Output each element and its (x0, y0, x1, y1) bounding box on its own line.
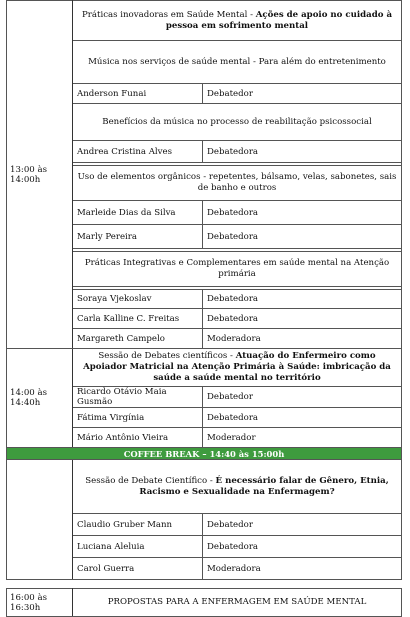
person-role: Debatedor (203, 514, 402, 536)
person-name: Marleide Dias da Silva (73, 201, 203, 225)
title-bold-text: É necessário falar de Gênero, Etnia, Racismo e Sexualidade na Enfermagem? (139, 475, 389, 497)
person-name: Margareth Campelo (73, 329, 203, 349)
time-slot-3 (7, 460, 73, 580)
person-name: Luciana Aleluia (73, 536, 203, 558)
person-role: Debatedora (203, 141, 402, 163)
section-title (73, 166, 402, 201)
person-role: Debatedora (203, 309, 402, 329)
time-slot-final: 16:00 às 16:30h (7, 589, 73, 617)
person-role: Debatedora (203, 290, 402, 309)
person-role: Debatedor (203, 387, 402, 408)
title-text: Benefícios da música no processo de reabilitação psicossocial (102, 116, 372, 127)
person-role: Debatedora (203, 201, 402, 225)
person-role: Moderador (203, 428, 402, 448)
time-slot-1: 13:00 às 14:00h (7, 1, 73, 349)
person-role: Debatedora (203, 536, 402, 558)
section-title (73, 1, 402, 41)
person-name: Claudio Gruber Mann (73, 514, 203, 536)
schedule-page (6, 0, 402, 613)
person-role: Debatedora (203, 408, 402, 428)
title-text: Uso de elementos orgânicos - repetentes, bálsamo, velas, sabonetes, sais de banho e outros (77, 172, 397, 193)
title-bold-text: Ações de apoio no cuidado à pessoa em sofrimento mental (165, 9, 393, 31)
person-role: Debatedor (203, 84, 402, 104)
title-text: Práticas Integrativas e Complementares em saúde mental na Atenção primária (84, 258, 390, 279)
person-name: Fátima Virgínia (73, 408, 203, 428)
time-slot-2: 14:00 às 14:40h (7, 349, 73, 448)
title-text: Sessão de Debate Científico - (85, 475, 216, 486)
section-title (73, 104, 402, 141)
person-role: Debatedora (203, 225, 402, 249)
person-name: Ricardo Otávio Maia Gusmão (73, 387, 203, 408)
person-name: Soraya Vjekoslav (73, 290, 203, 309)
coffee-break-banner: COFFEE BREAK – 14:40 às 15:00h (7, 448, 402, 460)
final-title: PROPOSTAS PARA A ENFERMAGEM EM SAÚDE MENTAL (73, 589, 402, 617)
person-name: Andrea Cristina Alves (73, 141, 203, 163)
person-name: Mário Antônio Vieira (73, 428, 203, 448)
person-role: Moderadora (203, 329, 402, 349)
person-name: Carla Kalline C. Freitas (73, 309, 203, 329)
person-name: Carol Guerra (73, 558, 203, 580)
person-name: Marly Pereira (73, 225, 203, 249)
section-title (73, 460, 402, 514)
section-title (73, 252, 402, 287)
section-title (73, 349, 402, 387)
title-text: Sessão de Debates científicos - (98, 351, 236, 361)
schedule-table (6, 0, 402, 617)
section-title (73, 41, 402, 84)
person-role: Moderadora (203, 558, 402, 580)
title-bold-text: Atuação do Enfermeiro como Apoiador Matricial na Atenção Primária à Saúde: imbricação da saúde a saúde mental no território (83, 351, 391, 383)
title-text: Música nos serviços de saúde mental - Para além do entretenimento (88, 56, 386, 67)
person-name: Anderson Funai (73, 84, 203, 104)
title-text: Práticas inovadoras em Saúde Mental - (81, 9, 256, 20)
